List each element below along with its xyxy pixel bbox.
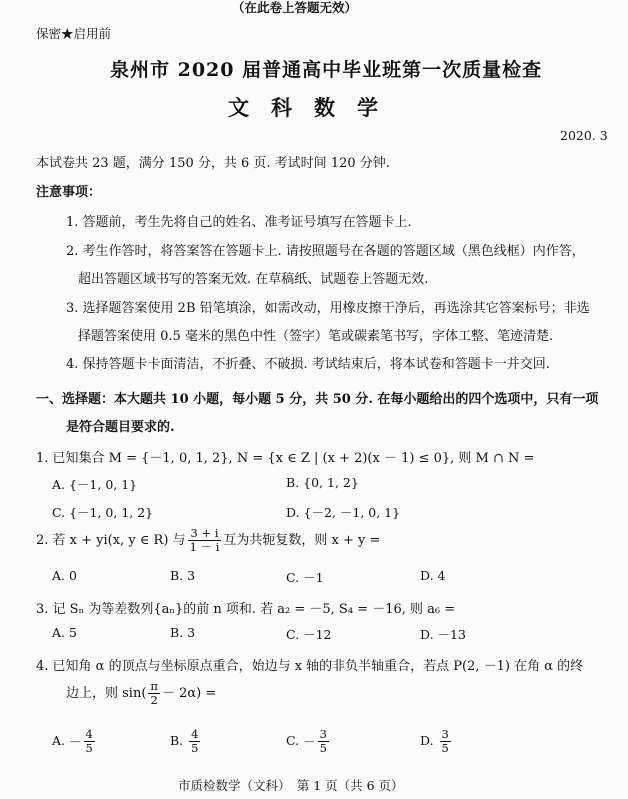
- q4-option-fraction: [440, 728, 451, 755]
- q1-option-c: C. {－1, 0, 1, 2}: [52, 505, 154, 520]
- notice-item: 择题答案使用 0.5 毫米的黑色中性（签字）笔或碳素笔书写，字体工整、笔迹清楚.: [78, 329, 554, 344]
- q3-option-d: D. －13: [420, 627, 466, 642]
- question-1-stem: 1. 已知集合 M = {－1, 0, 1, 2}, N = {x ∈ Z | (x + 2)(x － 1) ≤ 0}, 则 M ∩ N =: [36, 451, 535, 466]
- notice-item: 1. 答题前，考生先将自己的姓名、准考证号填写在答题卡上.: [66, 215, 412, 230]
- subject-title: 文科数学: [228, 95, 400, 120]
- q4-option-sign: －: [303, 734, 316, 750]
- question-2-stem: [36, 527, 380, 554]
- q2-option-c: C. －1: [286, 570, 324, 585]
- q4-option-num: 4: [191, 727, 199, 741]
- q4-option-den: 5: [191, 741, 199, 755]
- q4-option-label: A.: [52, 733, 66, 748]
- page-footer: 市质检数学（文科） 第 1 页（共 6 页）: [178, 778, 404, 793]
- q4-option-fraction: [84, 728, 95, 755]
- q2-option-b: B. 3: [170, 568, 196, 583]
- section-heading: 一、选择题：本大题共 10 小题，每小题 5 分，共 50 分. 在每小题给出的四个选项中，只有一项: [36, 392, 599, 407]
- question-4-stem-line1: 4. 已知角 α 的顶点与坐标原点重合，始边与 x 轴的非负半轴重合，若点 P(2, －1) 在角 α 的终: [36, 659, 584, 674]
- q1-option-d: D. {－2, －1, 0, 1}: [286, 505, 401, 520]
- q1-option-a: A. {－1, 0, 1}: [52, 477, 138, 492]
- q2-stem-pre: 2. 若 x + yi(x, y ∈ R) 与: [36, 533, 186, 548]
- q4-fraction: [148, 680, 160, 707]
- q4-option-den: 5: [441, 741, 449, 755]
- confidential-mark: 保密★启用前: [36, 26, 112, 41]
- q4-option-den: 5: [85, 741, 93, 755]
- q4-option-b: [170, 728, 202, 755]
- q4-option-fraction: [189, 728, 200, 755]
- q4-option-num: 4: [85, 727, 93, 741]
- notice-item: 4. 保持答题卡卡面清洁，不折叠、不破损. 考试结束后，将本试卷和答题卡一并交回.: [66, 357, 550, 372]
- q4-option-d: [420, 728, 453, 755]
- q4-option-num: 3: [319, 727, 327, 741]
- notice-item: 3. 选择题答案使用 2B 铅笔填涂，如需改动，用橡皮擦干净后，再选涂其它答案标号；非选: [66, 301, 590, 316]
- q3-option-b: B. 3: [170, 625, 196, 640]
- q4-option-sign: －: [69, 734, 82, 750]
- q4-option-label: D.: [420, 733, 434, 748]
- exam-date: 2020. 3: [560, 128, 608, 143]
- q2-stem-post: 互为共轭复数，则 x + y =: [223, 533, 381, 548]
- q4-option-a: [52, 728, 97, 755]
- q4-option-fraction: [318, 728, 329, 755]
- q1-option-b: B. {0, 1, 2}: [286, 475, 359, 490]
- q4-option-label: B.: [170, 733, 184, 748]
- q4-frac-den: 2: [150, 693, 158, 707]
- q4-stem-pre: 边上，则 sin(: [66, 686, 147, 701]
- section-heading-cont: 是符合题目要求的.: [66, 420, 175, 435]
- notice-item: 超出答题区域书写的答案无效. 在草稿纸、试题卷上答题无效.: [78, 272, 429, 287]
- q4-stem-post: － 2α) =: [161, 686, 217, 701]
- q4-option-num: 3: [441, 727, 449, 741]
- intro-text: 本试卷共 23 题，满分 150 分，共 6 页. 考试时间 120 分钟.: [36, 156, 390, 171]
- question-4-stem-line2: [66, 680, 216, 707]
- notice-heading: 注意事项：: [36, 185, 102, 200]
- question-3-stem: 3. 记 Sₙ 为等差数列{aₙ}的前 n 项和. 若 a₂ = －5, S₄ = －16, 则 a₆ =: [36, 602, 456, 617]
- q4-option-c: [286, 728, 331, 755]
- q4-frac-num: π: [150, 679, 158, 693]
- exam-title: 泉州市 2020 届普通高中毕业班第一次质量检查: [110, 59, 543, 81]
- q2-frac-den: 1 － i: [189, 540, 220, 554]
- q3-option-a: A. 5: [52, 625, 77, 640]
- q2-frac-num: 3 + i: [188, 527, 222, 541]
- q2-option-a: A. 0: [52, 568, 77, 583]
- q2-option-d: D. 4: [420, 568, 446, 583]
- q3-option-c: C. －12: [286, 627, 332, 642]
- q2-fraction: [188, 527, 222, 554]
- top-note: （在此卷上答题无效）: [232, 0, 358, 15]
- notice-item: 2. 考生作答时，将答案答在答题卡上. 请按照题号在各题的答题区域（黑色线框）内作答，: [66, 244, 585, 259]
- q4-option-den: 5: [319, 741, 327, 755]
- q4-option-label: C.: [286, 733, 300, 748]
